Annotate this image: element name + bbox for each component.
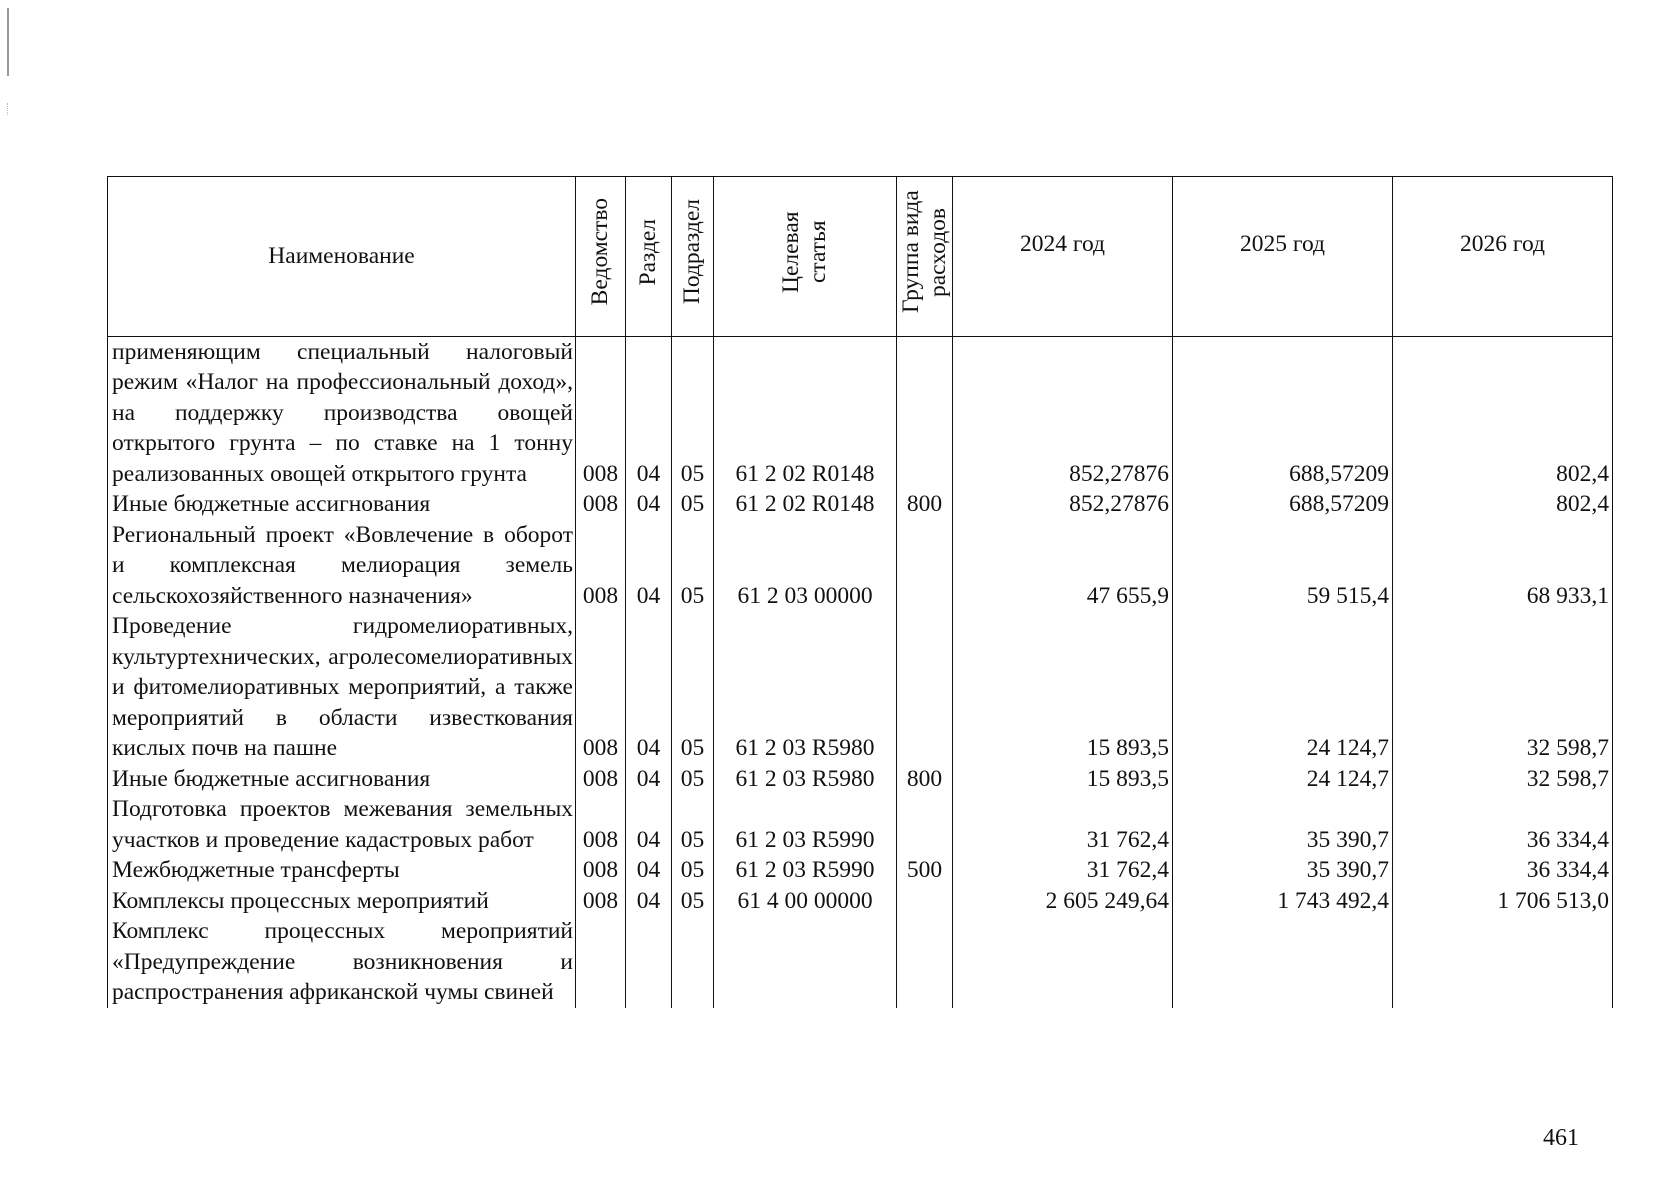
row-target-article: 61 2 03 R5990 (714, 794, 897, 855)
table-header-row (108, 177, 1613, 337)
header-expense-group: Группа вида расходов (897, 177, 953, 337)
row-subsection: 05 (672, 794, 714, 855)
row-value-2025 (1173, 916, 1393, 1008)
row-name: Региональный проект «Вовлечение в оборот и комплексная мелиорация земель сельскохозяйственного назначения» (108, 520, 576, 612)
row-value-2024: 31 762,4 (953, 794, 1173, 855)
row-target-article: 61 2 03 R5990 (714, 855, 897, 886)
row-value-2024: 2 605 249,64 (953, 886, 1173, 917)
row-department: 008 (576, 489, 626, 520)
row-department: 008 (576, 611, 626, 764)
row-target-article: 61 2 02 R0148 (714, 489, 897, 520)
row-value-2026: 32 598,7 (1393, 764, 1613, 795)
row-name: Иные бюджетные ассигнования (108, 764, 576, 795)
row-value-2025: 59 515,4 (1173, 520, 1393, 612)
row-subsection: 05 (672, 336, 714, 489)
row-section: 04 (626, 611, 672, 764)
row-value-2025: 35 390,7 (1173, 855, 1393, 886)
scan-edge-mark (7, 8, 9, 76)
row-subsection: 05 (672, 855, 714, 886)
row-value-2025: 24 124,7 (1173, 764, 1393, 795)
row-value-2026: 36 334,4 (1393, 855, 1613, 886)
row-name: Подготовка проектов межевания земельных участков и проведение кадастровых работ (108, 794, 576, 855)
row-value-2024: 852,27876 (953, 489, 1173, 520)
header-name: Наименование (108, 177, 576, 337)
row-value-2025: 35 390,7 (1173, 794, 1393, 855)
row-value-2025: 1 743 492,4 (1173, 886, 1393, 917)
row-subsection: 05 (672, 764, 714, 795)
row-section: 04 (626, 336, 672, 489)
row-subsection: 05 (672, 886, 714, 917)
row-target-article: 61 2 03 R5980 (714, 764, 897, 795)
row-department: 008 (576, 520, 626, 612)
row-value-2024: 31 762,4 (953, 855, 1173, 886)
row-expense-group: 800 (897, 764, 953, 795)
row-value-2026: 802,4 (1393, 336, 1613, 489)
row-value-2024: 47 655,9 (953, 520, 1173, 612)
table-row (108, 855, 1613, 886)
row-value-2025: 24 124,7 (1173, 611, 1393, 764)
table-row (108, 611, 1613, 764)
row-value-2026 (1393, 916, 1613, 1008)
header-year-2025: 2025 год (1173, 177, 1393, 337)
row-expense-group (897, 916, 953, 1008)
table-row (108, 916, 1613, 1008)
row-value-2025: 688,57209 (1173, 489, 1393, 520)
header-year-2024: 2024 год (953, 177, 1173, 337)
row-value-2026: 32 598,7 (1393, 611, 1613, 764)
row-value-2026: 68 933,1 (1393, 520, 1613, 612)
row-value-2026: 1 706 513,0 (1393, 886, 1613, 917)
header-target-article: Целевая статья (714, 177, 897, 337)
scan-edge-dots (7, 103, 9, 115)
row-department: 008 (576, 794, 626, 855)
row-target-article: 61 2 03 00000 (714, 520, 897, 612)
row-subsection (672, 916, 714, 1008)
row-expense-group (897, 520, 953, 612)
row-name: Комплексы процессных мероприятий (108, 886, 576, 917)
row-value-2024 (953, 916, 1173, 1008)
table-row (108, 886, 1613, 917)
row-name: применяющим специальный налоговый режим «Налог на профессиональный доход», на поддержку производства овощей открытого грунта – по ставке на 1 тонну реализованных овощей открытого грунта (108, 336, 576, 489)
row-subsection: 05 (672, 520, 714, 612)
row-value-2026: 802,4 (1393, 489, 1613, 520)
header-subsection: Подраздел (672, 177, 714, 337)
row-subsection: 05 (672, 611, 714, 764)
row-expense-group (897, 611, 953, 764)
row-section: 04 (626, 489, 672, 520)
header-section: Раздел (626, 177, 672, 337)
row-department: 008 (576, 886, 626, 917)
row-department: 008 (576, 855, 626, 886)
header-department: Ведомство (576, 177, 626, 337)
budget-table (107, 176, 1613, 1008)
row-target-article: 61 2 03 R5980 (714, 611, 897, 764)
row-expense-group (897, 886, 953, 917)
row-section: 04 (626, 520, 672, 612)
row-section: 04 (626, 855, 672, 886)
row-department: 008 (576, 336, 626, 489)
row-name: Иные бюджетные ассигнования (108, 489, 576, 520)
row-subsection: 05 (672, 489, 714, 520)
row-expense-group: 800 (897, 489, 953, 520)
table-row (108, 336, 1613, 489)
row-value-2024: 15 893,5 (953, 764, 1173, 795)
row-target-article (714, 916, 897, 1008)
row-expense-group: 500 (897, 855, 953, 886)
row-expense-group (897, 794, 953, 855)
row-target-article: 61 2 02 R0148 (714, 336, 897, 489)
row-section: 04 (626, 764, 672, 795)
table-row (108, 489, 1613, 520)
page-number: 461 (1543, 1125, 1579, 1151)
table-row (108, 764, 1613, 795)
table-row (108, 520, 1613, 612)
row-target-article: 61 4 00 00000 (714, 886, 897, 917)
row-section (626, 916, 672, 1008)
header-year-2026: 2026 год (1393, 177, 1613, 337)
row-value-2026: 36 334,4 (1393, 794, 1613, 855)
row-name: Комплекс процессных мероприятий «Предупреждение возникновения и распространения африканской чумы свиней (108, 916, 576, 1008)
row-value-2025: 688,57209 (1173, 336, 1393, 489)
row-section: 04 (626, 794, 672, 855)
row-department: 008 (576, 764, 626, 795)
row-name: Межбюджетные трансферты (108, 855, 576, 886)
table-row (108, 794, 1613, 855)
row-value-2024: 15 893,5 (953, 611, 1173, 764)
row-name: Проведение гидромелиоративных, культуртехнических, агролесомелиоративных и фитомелиоративных мероприятий, а также мероприятий в области известкования кислых почв на пашне (108, 611, 576, 764)
row-expense-group (897, 336, 953, 489)
row-value-2024: 852,27876 (953, 336, 1173, 489)
row-department (576, 916, 626, 1008)
row-section: 04 (626, 886, 672, 917)
